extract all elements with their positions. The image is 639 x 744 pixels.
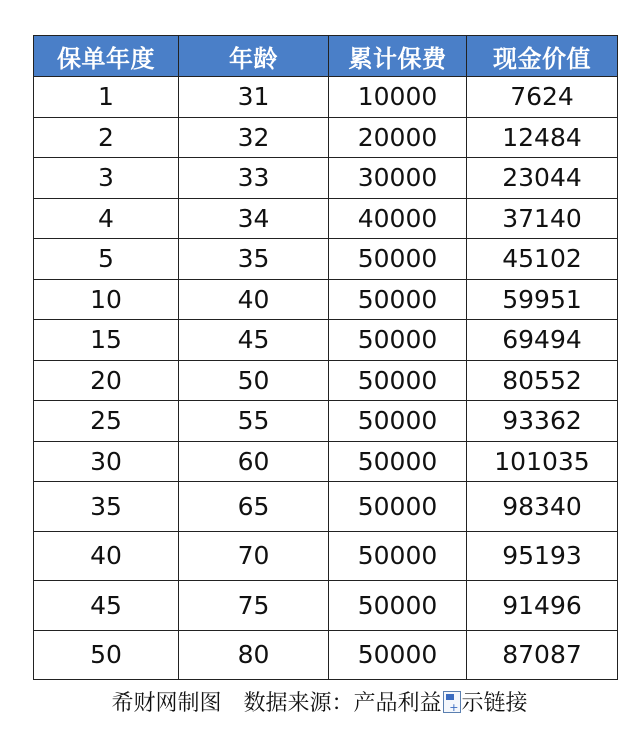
- cell-age: 60: [179, 441, 329, 482]
- cell-policy-year: 4: [34, 198, 179, 239]
- cell-cumulative-premium: 50000: [329, 482, 467, 532]
- cell-cumulative-premium: 50000: [329, 441, 467, 482]
- cell-cash-value: 7624: [467, 77, 618, 118]
- cell-age: 40: [179, 279, 329, 320]
- cell-policy-year: 3: [34, 158, 179, 199]
- table-row: [34, 77, 618, 118]
- cell-age: 33: [179, 158, 329, 199]
- cell-cash-value: 87087: [467, 630, 618, 680]
- cell-age: 75: [179, 581, 329, 631]
- header-age: 年龄: [179, 36, 329, 77]
- cell-policy-year: 45: [34, 581, 179, 631]
- cell-cumulative-premium: 50000: [329, 320, 467, 361]
- cell-cumulative-premium: 50000: [329, 531, 467, 581]
- table-row: [34, 279, 618, 320]
- cell-policy-year: 20: [34, 360, 179, 401]
- cell-policy-year: 10: [34, 279, 179, 320]
- cell-cumulative-premium: 50000: [329, 239, 467, 280]
- cell-age: 45: [179, 320, 329, 361]
- cell-policy-year: 1: [34, 77, 179, 118]
- cell-policy-year: 15: [34, 320, 179, 361]
- cell-cash-value: 69494: [467, 320, 618, 361]
- cell-cash-value: 80552: [467, 360, 618, 401]
- cell-cumulative-premium: 50000: [329, 360, 467, 401]
- cell-cumulative-premium: 50000: [329, 630, 467, 680]
- table-row: [34, 360, 618, 401]
- cell-policy-year: 50: [34, 630, 179, 680]
- embedded-object-icon: [443, 691, 461, 713]
- cell-cumulative-premium: 50000: [329, 581, 467, 631]
- cell-age: 32: [179, 117, 329, 158]
- table-row: [34, 581, 618, 631]
- table-row: [34, 158, 618, 199]
- table-row: [34, 630, 618, 680]
- cell-cumulative-premium: 10000: [329, 77, 467, 118]
- cell-cash-value: 93362: [467, 401, 618, 442]
- cell-cash-value: 91496: [467, 581, 618, 631]
- header-policy-year: 保单年度: [34, 36, 179, 77]
- table-row: [34, 482, 618, 532]
- table-row: [34, 117, 618, 158]
- cell-cash-value: 45102: [467, 239, 618, 280]
- table-row: [34, 531, 618, 581]
- cell-age: 70: [179, 531, 329, 581]
- table-row: [34, 441, 618, 482]
- table-row: [34, 198, 618, 239]
- cash-value-table: [33, 35, 618, 680]
- header-cash-value: 现金价值: [467, 36, 618, 77]
- cell-cumulative-premium: 50000: [329, 279, 467, 320]
- cell-policy-year: 30: [34, 441, 179, 482]
- cell-cumulative-premium: 20000: [329, 117, 467, 158]
- cell-age: 50: [179, 360, 329, 401]
- cell-age: 35: [179, 239, 329, 280]
- cell-policy-year: 25: [34, 401, 179, 442]
- cell-policy-year: 35: [34, 482, 179, 532]
- cell-age: 80: [179, 630, 329, 680]
- source-prefix-text: 数据来源：产品利益: [243, 691, 442, 716]
- cash-value-table-container: [33, 35, 617, 680]
- table-row: [34, 320, 618, 361]
- cell-cash-value: 59951: [467, 279, 618, 320]
- header-cumulative-premium: 累计保费: [329, 36, 467, 77]
- cell-cash-value: 95193: [467, 531, 618, 581]
- cell-cumulative-premium: 30000: [329, 158, 467, 199]
- cell-cash-value: 37140: [467, 198, 618, 239]
- cell-cash-value: 12484: [467, 117, 618, 158]
- cell-cash-value: 98340: [467, 482, 618, 532]
- cell-cash-value: 23044: [467, 158, 618, 199]
- cell-policy-year: 2: [34, 117, 179, 158]
- table-row: [34, 239, 618, 280]
- credit-text: 希财网制图: [111, 691, 222, 716]
- cell-age: 55: [179, 401, 329, 442]
- source-suffix-text: 示链接: [461, 691, 528, 716]
- cell-age: 65: [179, 482, 329, 532]
- cell-policy-year: 5: [34, 239, 179, 280]
- source-caption: [0, 686, 639, 717]
- cell-policy-year: 40: [34, 531, 179, 581]
- cell-cumulative-premium: 40000: [329, 198, 467, 239]
- cell-age: 34: [179, 198, 329, 239]
- cell-age: 31: [179, 77, 329, 118]
- table-header-row: [34, 36, 618, 77]
- table-row: [34, 401, 618, 442]
- cell-cash-value: 101035: [467, 441, 618, 482]
- cell-cumulative-premium: 50000: [329, 401, 467, 442]
